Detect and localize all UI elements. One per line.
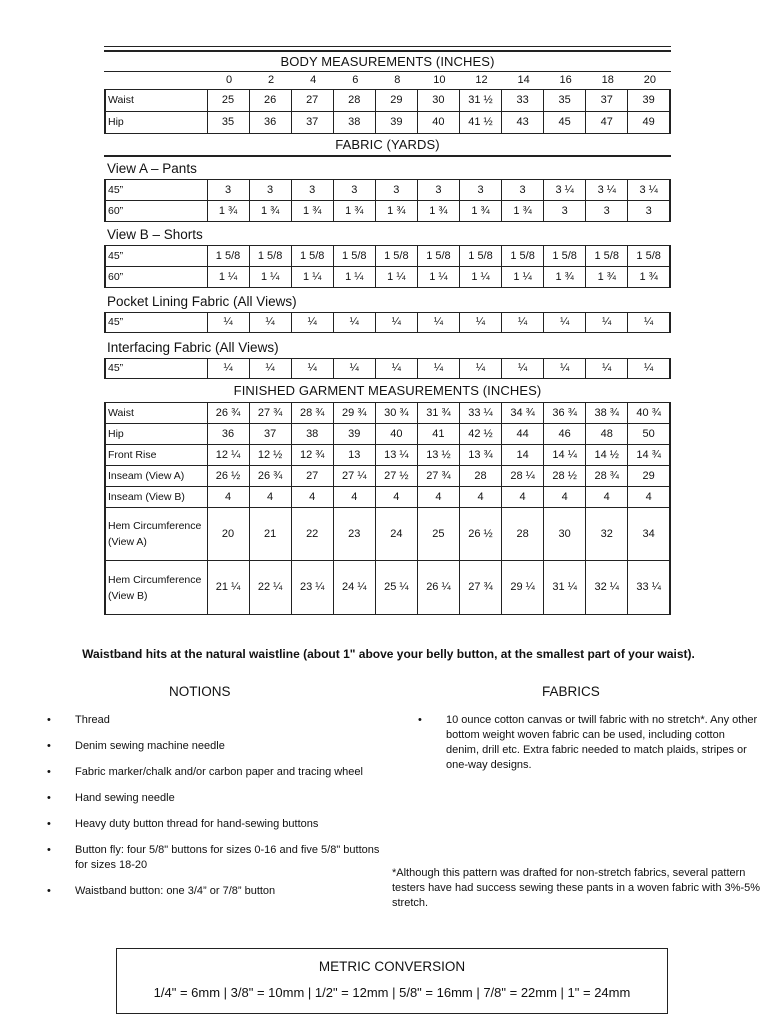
table-cell: ¼ xyxy=(628,313,670,333)
finished-table xyxy=(104,402,671,615)
table-cell: 12 ¾ xyxy=(291,445,333,466)
list-item-text: Hand sewing needle xyxy=(75,792,175,804)
table-cell: 3 xyxy=(375,180,417,201)
table-cell: 25 xyxy=(207,90,249,112)
table-row xyxy=(105,561,670,615)
row-label: Hip xyxy=(105,112,207,134)
pocket-lining-table xyxy=(104,312,671,333)
table-cell: 1 5/8 xyxy=(586,246,628,267)
table-cell: 48 xyxy=(586,424,628,445)
size-chart xyxy=(104,46,671,615)
list-item-text: 10 ounce cotton canvas or twill fabric with no stretch*. Any other bottom weight woven fabric can be used, including cotton denim, drill etc. Extra fabric needed to match plaids, stripes or one-way designs. xyxy=(446,714,758,771)
table-cell: ¼ xyxy=(207,359,249,379)
row-label: Inseam (View A) xyxy=(105,466,207,487)
size-header: 10 xyxy=(433,74,446,86)
table-cell: 27 xyxy=(291,466,333,487)
table-cell: 44 xyxy=(502,424,544,445)
table-cell: 14 ¼ xyxy=(544,445,586,466)
table-row xyxy=(105,201,670,222)
list-item xyxy=(47,817,382,832)
table-cell: 3 xyxy=(459,180,501,201)
table-row xyxy=(105,246,670,267)
table-cell: 27 ¼ xyxy=(333,466,375,487)
list-item-text: Heavy duty button thread for hand-sewing buttons xyxy=(75,818,319,830)
table-cell: 28 ¾ xyxy=(586,466,628,487)
table-cell: 36 xyxy=(249,112,291,134)
size-header-blank xyxy=(104,72,208,89)
table-cell: 28 xyxy=(502,508,544,561)
table-cell: 1 ¾ xyxy=(291,201,333,222)
table-cell: 4 xyxy=(207,487,249,508)
table-cell: 26 ¾ xyxy=(207,403,249,424)
table-cell: 38 xyxy=(291,424,333,445)
table-cell: 32 ¼ xyxy=(586,561,628,615)
table-cell: 1 ¾ xyxy=(417,201,459,222)
table-cell: 1 ¼ xyxy=(417,267,459,288)
table-cell: ¼ xyxy=(502,313,544,333)
list-item-text: Thread xyxy=(75,714,110,726)
table-cell: 26 ½ xyxy=(207,466,249,487)
row-label: 45” xyxy=(105,246,207,267)
metric-title: METRIC CONVERSION xyxy=(318,959,466,974)
top-rule xyxy=(104,46,671,47)
table-cell: 26 ½ xyxy=(459,508,501,561)
table-cell: 33 xyxy=(502,90,544,112)
table-row xyxy=(105,487,670,508)
size-header-row xyxy=(104,72,671,89)
table-cell: 22 xyxy=(291,508,333,561)
table-cell: 1 ¼ xyxy=(207,267,249,288)
bullet-icon: • xyxy=(47,885,51,897)
table-cell: 4 xyxy=(249,487,291,508)
table-cell: 27 ¾ xyxy=(459,561,501,615)
table-row xyxy=(105,267,670,288)
size-header: 20 xyxy=(643,74,657,86)
list-item-text: Waistband button: one 3/4” or 7/8” button xyxy=(75,885,276,897)
table-cell: 3 xyxy=(249,180,291,201)
table-cell: ¼ xyxy=(544,359,586,379)
table-cell: 3 xyxy=(291,180,333,201)
table-cell: 27 ¾ xyxy=(249,403,291,424)
table-cell: 3 xyxy=(417,180,459,201)
table-cell: 25 xyxy=(417,508,459,561)
table-cell: 40 xyxy=(417,112,459,134)
section-rule xyxy=(104,155,671,157)
fabric-group-title: View A – Pants xyxy=(107,161,197,176)
table-cell: 37 xyxy=(249,424,291,445)
fabric-group-title: View B – Shorts xyxy=(107,227,203,242)
list-item-text: Button fly: four 5/8" buttons for sizes 0-16 and five 5/8" buttons for sizes 18-20 xyxy=(75,844,380,871)
table-row xyxy=(105,424,670,445)
table-cell: 1 ¼ xyxy=(502,267,544,288)
table-cell: 23 xyxy=(333,508,375,561)
table-cell: ¼ xyxy=(544,313,586,333)
table-cell: 3 xyxy=(544,201,586,222)
row-label: Hem Circumference (View A) xyxy=(105,508,207,561)
table-cell: 1 ¾ xyxy=(333,201,375,222)
table-cell: 31 ¼ xyxy=(544,561,586,615)
table-cell: 32 xyxy=(586,508,628,561)
table-cell: 47 xyxy=(586,112,628,134)
list-item xyxy=(47,739,382,754)
table-cell: ¼ xyxy=(586,359,628,379)
table-cell: 1 ¼ xyxy=(291,267,333,288)
fabric-view-a-table xyxy=(104,179,671,222)
table-cell: 35 xyxy=(207,112,249,134)
table-cell: 28 xyxy=(333,90,375,112)
size-header: 18 xyxy=(601,74,614,86)
table-cell: 36 ¾ xyxy=(544,403,586,424)
row-label: 45” xyxy=(105,313,207,333)
table-cell: 1 ¾ xyxy=(207,201,249,222)
table-row xyxy=(105,403,670,424)
table-cell: 3 xyxy=(502,180,544,201)
table-cell: 27 ¾ xyxy=(417,466,459,487)
table-cell: 45 xyxy=(544,112,586,134)
list-item xyxy=(47,884,382,899)
body-measurements-title: BODY MEASUREMENTS (INCHES) xyxy=(280,54,495,69)
table-cell: 1 ¾ xyxy=(502,201,544,222)
table-row xyxy=(105,180,670,201)
table-cell: 3 xyxy=(628,201,670,222)
table-row xyxy=(105,313,670,333)
table-cell: 13 ¼ xyxy=(375,445,417,466)
table-cell: ¼ xyxy=(333,313,375,333)
row-label: Inseam (View B) xyxy=(105,487,207,508)
list-item xyxy=(47,843,382,873)
table-cell: 29 xyxy=(375,90,417,112)
notions-list xyxy=(47,713,382,899)
table-cell: 12 ½ xyxy=(249,445,291,466)
table-cell: 4 xyxy=(459,487,501,508)
table-cell: 29 ¼ xyxy=(502,561,544,615)
bullet-icon: • xyxy=(47,792,51,804)
table-cell: ¼ xyxy=(333,359,375,379)
size-header: 16 xyxy=(559,74,572,86)
finished-title: FINISHED GARMENT MEASUREMENTS (INCHES) xyxy=(233,383,542,398)
table-cell: 3 ¼ xyxy=(586,180,628,201)
row-label: Hip xyxy=(105,424,207,445)
row-label: 60” xyxy=(105,201,207,222)
table-cell: 38 xyxy=(333,112,375,134)
table-cell: 1 5/8 xyxy=(417,246,459,267)
fabrics-list xyxy=(418,713,758,773)
table-cell: 39 xyxy=(375,112,417,134)
table-cell: 12 ¼ xyxy=(207,445,249,466)
table-cell: ¼ xyxy=(375,313,417,333)
table-cell: 1 5/8 xyxy=(544,246,586,267)
table-cell: 1 5/8 xyxy=(459,246,501,267)
row-label: Waist xyxy=(105,403,207,424)
size-header: 0 xyxy=(225,74,233,86)
waistband-note: Waistband hits at the natural waistline (about 1" above your belly button, at the smallest part of your waist). xyxy=(82,647,695,661)
bullet-icon: • xyxy=(47,844,51,856)
table-cell: 1 5/8 xyxy=(502,246,544,267)
list-item-text: Fabric marker/chalk and/or carbon paper and tracing wheel xyxy=(75,766,363,778)
table-cell: 4 xyxy=(628,487,670,508)
table-cell: 21 xyxy=(249,508,291,561)
table-cell: 1 5/8 xyxy=(291,246,333,267)
fabric-view-b-table xyxy=(104,245,671,288)
size-header: 12 xyxy=(475,74,488,86)
table-cell: 27 xyxy=(291,90,333,112)
table-cell: 1 ¾ xyxy=(249,201,291,222)
table-cell: ¼ xyxy=(207,313,249,333)
table-cell: 3 ¼ xyxy=(628,180,670,201)
table-cell: 43 xyxy=(502,112,544,134)
table-cell: 13 ½ xyxy=(417,445,459,466)
bullet-icon: • xyxy=(418,714,422,726)
list-item xyxy=(47,791,382,806)
table-cell: 21 ¼ xyxy=(207,561,249,615)
bullet-icon: • xyxy=(47,766,51,778)
table-cell: ¼ xyxy=(586,313,628,333)
row-label: Waist xyxy=(105,90,207,112)
table-cell: 1 ¼ xyxy=(333,267,375,288)
table-cell: 1 5/8 xyxy=(333,246,375,267)
table-cell: ¼ xyxy=(502,359,544,379)
fabric-group-title: Pocket Lining Fabric (All Views) xyxy=(107,294,297,309)
table-cell: 3 ¼ xyxy=(544,180,586,201)
list-item xyxy=(47,713,382,728)
table-row xyxy=(105,359,670,379)
table-cell: 3 xyxy=(333,180,375,201)
table-cell: ¼ xyxy=(459,313,501,333)
fabrics-title: FABRICS xyxy=(542,684,600,699)
table-cell: 1 5/8 xyxy=(207,246,249,267)
table-cell: 1 ¾ xyxy=(459,201,501,222)
metric-values: 1/4" = 6mm | 3/8" = 10mm | 1/2" = 12mm | 5/8" = 16mm | 7/8" = 22mm | 1" = 24mm xyxy=(153,985,631,1000)
table-cell: 4 xyxy=(586,487,628,508)
table-cell: 1 ¾ xyxy=(586,267,628,288)
table-cell: 49 xyxy=(628,112,670,134)
notions-title: NOTIONS xyxy=(169,684,231,699)
size-header: 2 xyxy=(268,74,275,86)
table-cell: ¼ xyxy=(417,359,459,379)
table-cell: 1 ¼ xyxy=(375,267,417,288)
size-header: 14 xyxy=(517,74,530,86)
table-cell: 4 xyxy=(333,487,375,508)
row-label: Hem Circumference (View B) xyxy=(105,561,207,615)
table-cell: 1 ¾ xyxy=(628,267,670,288)
table-cell: 29 ¾ xyxy=(333,403,375,424)
table-cell: 33 ¼ xyxy=(459,403,501,424)
table-cell: ¼ xyxy=(375,359,417,379)
table-cell: 1 5/8 xyxy=(628,246,670,267)
table-cell: 4 xyxy=(417,487,459,508)
size-header: 8 xyxy=(394,74,401,86)
table-cell: 28 xyxy=(459,466,501,487)
table-cell: ¼ xyxy=(459,359,501,379)
table-cell: 4 xyxy=(544,487,586,508)
fabrics-footnote: *Although this pattern was drafted for non-stretch fabrics, several pattern testers have had success sewing these pants in a woven fabric with 3%-5% stretch. xyxy=(392,867,761,909)
list-item xyxy=(418,713,758,773)
interfacing-table xyxy=(104,358,671,379)
table-cell: 40 ¾ xyxy=(628,403,670,424)
table-cell: 3 xyxy=(207,180,249,201)
table-cell: 35 xyxy=(544,90,586,112)
size-header: 4 xyxy=(310,74,317,86)
bullet-icon: • xyxy=(47,818,51,830)
table-cell: 29 xyxy=(628,466,670,487)
table-cell: 34 xyxy=(628,508,670,561)
table-cell: 4 xyxy=(502,487,544,508)
table-cell: 26 ¼ xyxy=(417,561,459,615)
table-cell: 34 ¾ xyxy=(502,403,544,424)
row-label: 45” xyxy=(105,180,207,201)
table-cell: 28 ¾ xyxy=(291,403,333,424)
table-cell: 25 ¼ xyxy=(375,561,417,615)
table-cell: 38 ¾ xyxy=(586,403,628,424)
table-cell: ¼ xyxy=(628,359,670,379)
table-cell: 1 ¼ xyxy=(459,267,501,288)
table-cell: 4 xyxy=(375,487,417,508)
table-cell: 26 xyxy=(249,90,291,112)
table-cell: 41 ½ xyxy=(459,112,501,134)
table-cell: 30 xyxy=(417,90,459,112)
table-cell: 37 xyxy=(586,90,628,112)
table-cell: ¼ xyxy=(249,359,291,379)
row-label: 45” xyxy=(105,359,207,379)
table-cell: 24 ¼ xyxy=(333,561,375,615)
table-cell: 3 xyxy=(586,201,628,222)
table-cell: 28 ¼ xyxy=(502,466,544,487)
table-cell: 14 ¾ xyxy=(628,445,670,466)
table-cell: 37 xyxy=(291,112,333,134)
size-header: 6 xyxy=(352,74,359,86)
list-item xyxy=(47,765,382,780)
table-cell: 27 ½ xyxy=(375,466,417,487)
table-row xyxy=(105,508,670,561)
table-row xyxy=(105,112,670,134)
body-measurements-table xyxy=(104,72,671,89)
bullet-icon: • xyxy=(47,740,51,752)
table-cell: 28 ½ xyxy=(544,466,586,487)
table-cell: 26 ¾ xyxy=(249,466,291,487)
table-cell: 20 xyxy=(207,508,249,561)
table-cell: 1 ¾ xyxy=(544,267,586,288)
body-measurements-values xyxy=(104,89,671,134)
table-cell: 24 xyxy=(375,508,417,561)
row-label: Front Rise xyxy=(105,445,207,466)
table-cell: 39 xyxy=(628,90,670,112)
table-cell: 42 ½ xyxy=(459,424,501,445)
fabric-group-title: Interfacing Fabric (All Views) xyxy=(107,340,279,355)
table-cell: 46 xyxy=(544,424,586,445)
table-cell: 13 xyxy=(333,445,375,466)
table-cell: 33 ¼ xyxy=(628,561,670,615)
table-cell: 1 5/8 xyxy=(249,246,291,267)
metric-conversion-box xyxy=(116,948,668,1014)
table-row xyxy=(105,90,670,112)
table-cell: 50 xyxy=(628,424,670,445)
table-cell: 1 ¼ xyxy=(249,267,291,288)
table-cell: 31 ½ xyxy=(459,90,501,112)
table-cell: 30 xyxy=(544,508,586,561)
table-cell: 36 xyxy=(207,424,249,445)
row-label: 60” xyxy=(105,267,207,288)
bullet-icon: • xyxy=(47,714,51,726)
table-cell: ¼ xyxy=(417,313,459,333)
table-cell: 30 ¾ xyxy=(375,403,417,424)
fabric-title: FABRIC (YARDS) xyxy=(335,137,440,152)
table-cell: 14 ½ xyxy=(586,445,628,466)
table-row xyxy=(105,466,670,487)
table-cell: 13 ¾ xyxy=(459,445,501,466)
table-cell: 14 xyxy=(502,445,544,466)
table-cell: 23 ¼ xyxy=(291,561,333,615)
table-cell: ¼ xyxy=(291,313,333,333)
table-cell: 22 ¼ xyxy=(249,561,291,615)
table-cell: 1 ¾ xyxy=(375,201,417,222)
table-cell: 40 xyxy=(375,424,417,445)
table-cell: 39 xyxy=(333,424,375,445)
table-cell: 4 xyxy=(291,487,333,508)
table-row xyxy=(105,445,670,466)
table-cell: 31 ¾ xyxy=(417,403,459,424)
table-cell: ¼ xyxy=(249,313,291,333)
table-cell: ¼ xyxy=(291,359,333,379)
table-cell: 1 5/8 xyxy=(375,246,417,267)
table-cell: 41 xyxy=(417,424,459,445)
list-item-text: Denim sewing machine needle xyxy=(75,740,225,752)
